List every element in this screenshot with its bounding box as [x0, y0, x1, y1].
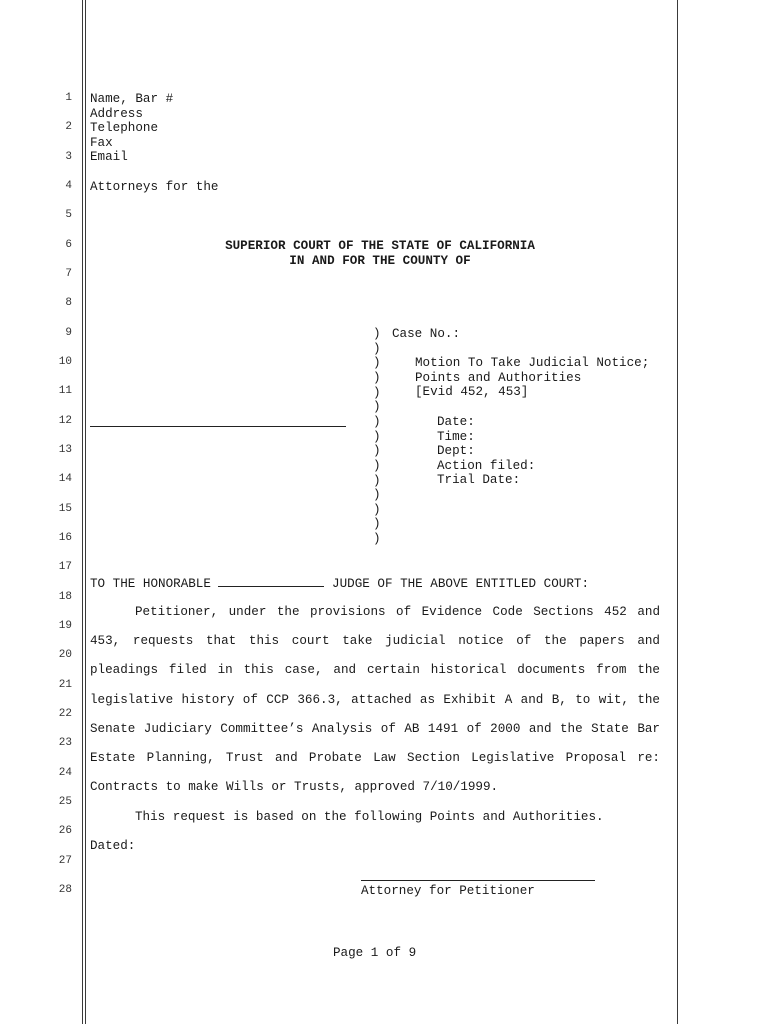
caption-paren: )	[373, 414, 381, 429]
page-number: Page 1 of 9	[333, 946, 417, 960]
motion-title-line1: Motion To Take Judicial Notice;	[415, 356, 650, 370]
line-number: 10	[58, 355, 72, 368]
judge-name-blank	[218, 576, 324, 587]
motion-title-line2: Points and Authorities	[415, 371, 582, 385]
attorney-name: Name, Bar #	[90, 92, 174, 106]
line-number: 26	[58, 825, 72, 838]
caption-paren: )	[373, 458, 381, 473]
attorney-fax: Fax	[90, 136, 113, 150]
line-number: 8	[65, 297, 72, 310]
line-number: 11	[58, 385, 72, 398]
caption-paren: )	[373, 517, 381, 532]
line-number: 7	[65, 267, 72, 280]
caption-paren: )	[373, 356, 381, 371]
caption-paren: )	[373, 473, 381, 488]
caption-paren: )	[373, 385, 381, 400]
petition-line-3: pleadings filed in this case, and certain historical documents from the	[90, 663, 660, 677]
attorney-telephone: Telephone	[90, 121, 159, 135]
caption-paren: )	[373, 532, 381, 547]
court-county: IN AND FOR THE COUNTY OF	[289, 254, 471, 268]
case-number-label: Case No.:	[392, 327, 461, 341]
to-honorable-suffix: JUDGE OF THE ABOVE ENTITLED COURT:	[332, 577, 590, 591]
petition-line-6: Estate Planning, Trust and Probate Law Section Legislative Proposal re:	[90, 751, 660, 765]
caption-paren: )	[373, 341, 381, 356]
to-honorable-prefix: TO THE HONORABLE	[90, 577, 211, 591]
right-margin-rule	[677, 0, 678, 1024]
petition-line-7: Contracts to make Wills or Trusts, approved 7/10/1999.	[90, 780, 499, 794]
hearing-date-label: Date:	[437, 415, 475, 429]
request-basis: This request is based on the following Points and Authorities.	[135, 810, 604, 824]
line-number: 23	[58, 737, 72, 750]
line-number: 18	[58, 590, 72, 603]
line-number: 17	[58, 561, 72, 574]
caption-paren: )	[373, 429, 381, 444]
left-margin-rule-inner	[85, 0, 86, 1024]
signature-line	[361, 880, 595, 881]
hearing-time-label: Time:	[437, 430, 475, 444]
party-name-line	[90, 426, 346, 427]
caption-paren: )	[373, 400, 381, 415]
line-number: 20	[58, 649, 72, 662]
line-number: 12	[58, 414, 72, 427]
line-number: 21	[58, 678, 72, 691]
line-number: 4	[65, 179, 72, 192]
line-number: 13	[58, 443, 72, 456]
line-number: 9	[65, 326, 72, 339]
line-number: 3	[65, 150, 72, 163]
caption-paren: )	[373, 444, 381, 459]
line-number: 22	[58, 707, 72, 720]
motion-title-line3: [Evid 452, 453]	[415, 385, 529, 399]
line-number: 2	[65, 121, 72, 134]
signature-caption: Attorney for Petitioner	[361, 884, 535, 898]
left-margin-rule	[82, 0, 83, 1024]
line-number: 5	[65, 209, 72, 222]
line-number: 16	[58, 531, 72, 544]
attorney-email: Email	[90, 150, 128, 164]
line-number: 25	[58, 795, 72, 808]
attorney-address: Address	[90, 107, 143, 121]
line-number: 6	[65, 238, 72, 251]
petition-line-2: 453, requests that this court take judicial notice of the papers and	[90, 634, 660, 648]
attorneys-for: Attorneys for the	[90, 180, 219, 194]
action-filed-label: Action filed:	[437, 459, 536, 473]
petition-line-4: legislative history of CCP 366.3, attached as Exhibit A and B, to wit, the	[90, 693, 660, 707]
trial-date-label: Trial Date:	[437, 473, 521, 487]
court-name: SUPERIOR COURT OF THE STATE OF CALIFORNIA	[225, 239, 535, 253]
caption-paren: )	[373, 502, 381, 517]
line-number: 15	[58, 502, 72, 515]
caption-paren: )	[373, 370, 381, 385]
line-number: 19	[58, 619, 72, 632]
dated-label: Dated:	[90, 839, 136, 853]
line-number: 1	[65, 92, 72, 104]
line-number: 28	[58, 883, 72, 896]
line-number: 27	[58, 854, 72, 867]
line-number: 24	[58, 766, 72, 779]
petition-line-1: Petitioner, under the provisions of Evidence Code Sections 452 and	[135, 605, 660, 619]
dept-label: Dept:	[437, 444, 475, 458]
line-number: 14	[58, 473, 72, 486]
caption-paren: )	[373, 488, 381, 503]
petition-line-5: Senate Judiciary Committee’s Analysis of AB 1491 of 2000 and the State Bar	[90, 722, 660, 736]
to-honorable	[90, 576, 589, 592]
caption-paren: )	[373, 327, 381, 341]
